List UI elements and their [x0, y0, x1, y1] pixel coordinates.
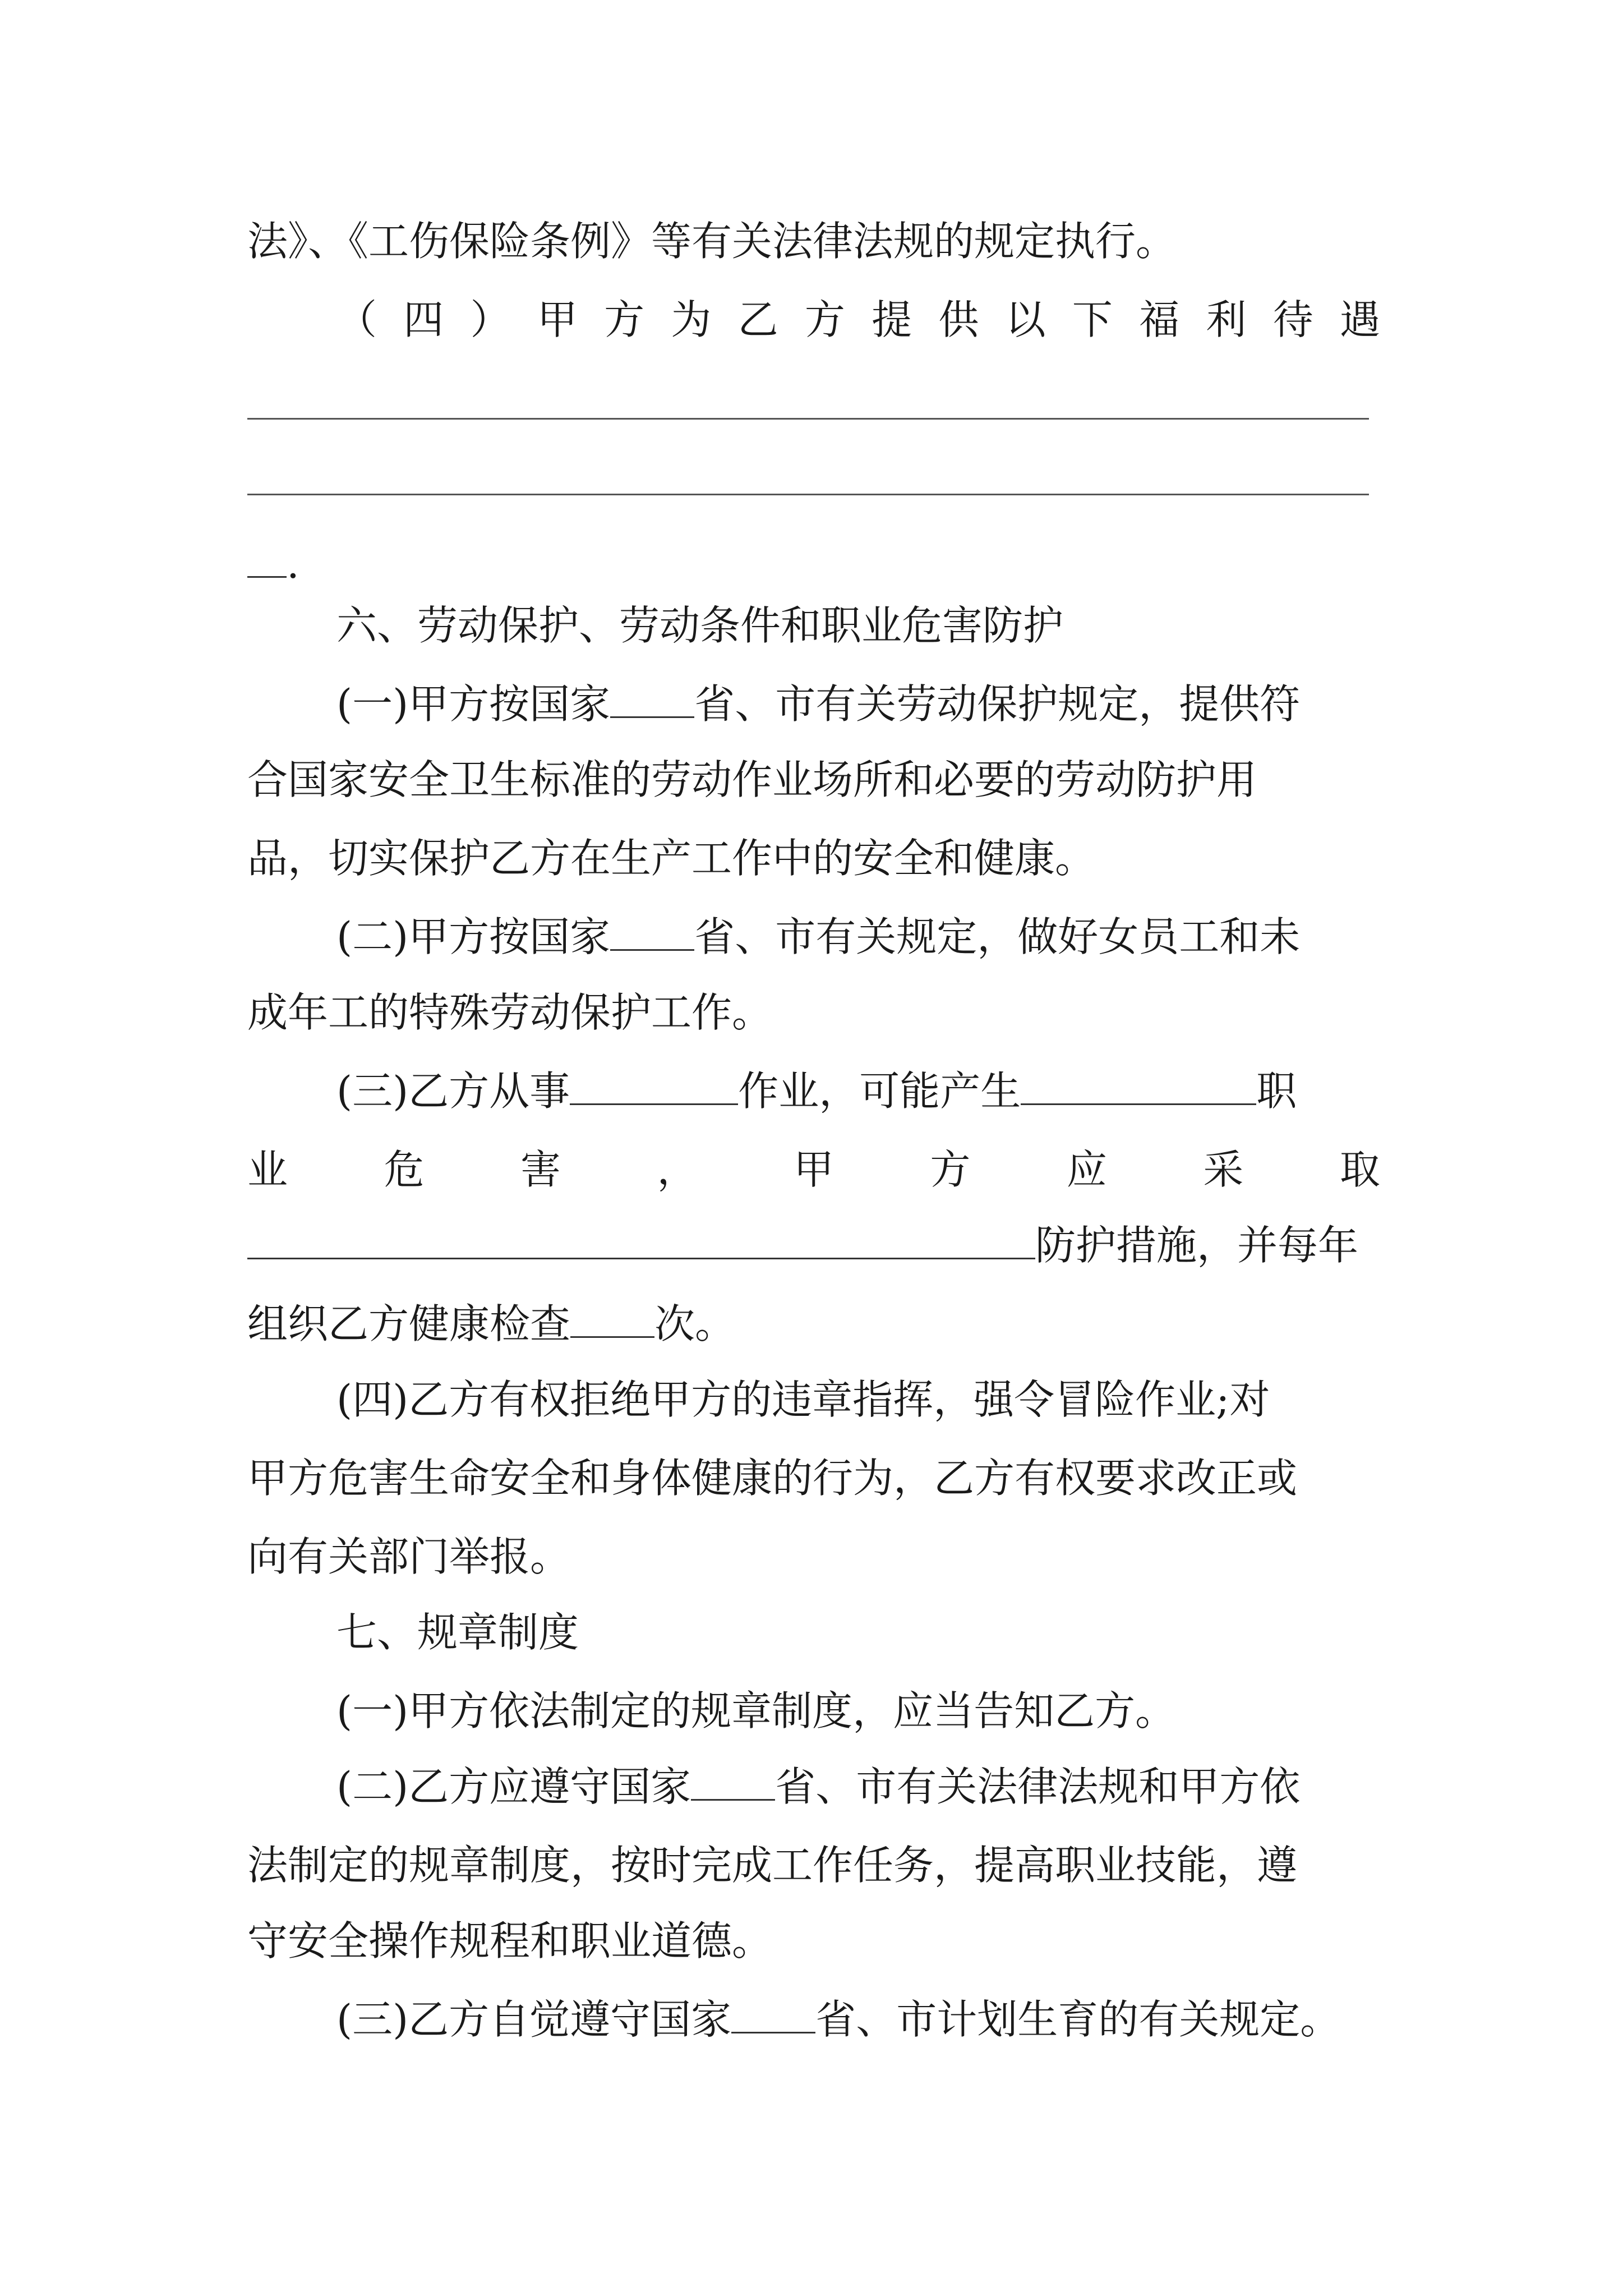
spread-char: （ — [336, 296, 377, 343]
paragraph-line — [247, 1523, 1380, 1590]
paragraph-line — [336, 1986, 1380, 2053]
spread-char: 为 — [671, 296, 712, 343]
paragraph-line — [336, 1057, 1380, 1125]
paragraph-line — [336, 1753, 1380, 1820]
text-segment: (三)乙方从事 — [336, 1068, 570, 1115]
spread-heading-line — [336, 286, 1380, 353]
text-segment: (一)甲方依法制定的规章制度，应当告知乙方。 — [336, 1687, 1176, 1734]
text-segment: 组织乙方健康检查 — [247, 1300, 571, 1347]
text-segment: 次。 — [654, 1300, 736, 1347]
paragraph-line — [247, 825, 1380, 892]
spread-char: ） — [470, 296, 511, 343]
text-segment: 合国家安全卫生标准的劳动作业场所和必要的劳动防护用 — [247, 756, 1257, 803]
spread-char: 待 — [1272, 296, 1313, 343]
paragraph-line — [247, 1907, 1380, 1975]
paragraph-line — [247, 746, 1380, 813]
fill-in-blank — [247, 542, 287, 578]
fill-in-blank — [570, 1303, 654, 1338]
spread-char: 遇 — [1339, 296, 1380, 343]
section-heading-text: 七、规章制度 — [336, 1609, 579, 1656]
fill-in-blank — [247, 1224, 1035, 1259]
text-segment: 向有关部门举报。 — [247, 1533, 571, 1580]
text-segment: (二)甲方按国家 — [336, 913, 611, 960]
spread-line — [247, 1136, 1380, 1203]
fill-in-blank — [610, 683, 694, 718]
spread-char: 方 — [804, 296, 845, 343]
paragraph-line — [247, 1212, 1380, 1279]
paragraph-line — [247, 979, 1380, 1046]
spread-char: 危 — [384, 1146, 425, 1193]
spread-char: 供 — [938, 296, 979, 343]
text-segment: 省、市有关劳动保护规定，提供符 — [694, 680, 1301, 728]
text-segment: 法》、《工伤保险条例》等有关法律法规的规定执行。 — [247, 218, 1177, 265]
spread-char: ， — [657, 1146, 698, 1193]
text-segment: 省、市有关法律法规和甲方依 — [775, 1763, 1301, 1810]
spread-char: 利 — [1206, 296, 1247, 343]
section-heading — [336, 1599, 1380, 1666]
paragraph-line — [247, 1444, 1380, 1512]
text-segment: 甲方危害生命安全和身体健康的行为，乙方有权要求改正或 — [247, 1455, 1298, 1502]
text-segment: 守安全操作规程和职业道德。 — [247, 1917, 773, 1964]
paragraph-line — [247, 530, 1380, 597]
section-heading — [336, 592, 1380, 659]
fill-in-blank — [1021, 1070, 1256, 1105]
text-segment: (二)乙方应遵守国家 — [336, 1763, 691, 1810]
spread-char: 乙 — [737, 296, 778, 343]
text-segment: 省、市有关规定，做好女员工和未 — [694, 913, 1301, 960]
spread-char: 甲 — [793, 1146, 834, 1193]
spread-char: 采 — [1203, 1146, 1244, 1193]
section-heading-text: 六、劳动保护、劳动条件和职业危害防护 — [336, 602, 1064, 649]
paragraph-line — [247, 1290, 1380, 1358]
spread-char: 应 — [1066, 1146, 1107, 1193]
fill-in-rule — [247, 418, 1369, 420]
fill-in-blank — [570, 1070, 738, 1105]
text-segment: (四)乙方有权拒绝甲方的违章指挥，强令冒险作业;对 — [336, 1376, 1270, 1423]
text-segment: 品，切实保护乙方在生产工作中的安全和健康。 — [247, 835, 1096, 882]
spread-char: 甲 — [537, 296, 578, 343]
spread-char: 下 — [1072, 296, 1113, 343]
spread-char: 四 — [403, 296, 444, 343]
fill-in-blank — [691, 1765, 775, 1801]
text-segment: 防护措施，并每年 — [1035, 1222, 1359, 1269]
text-segment: . — [287, 540, 299, 587]
spread-char: 以 — [1005, 296, 1046, 343]
text-segment: 作业，可能产生 — [738, 1068, 1021, 1115]
spread-char: 提 — [872, 296, 912, 343]
spread-char: 业 — [247, 1146, 288, 1193]
paragraph-line — [336, 903, 1380, 970]
fill-in-rule — [247, 494, 1369, 495]
paragraph-line — [247, 1832, 1380, 1899]
text-segment: 成年工的特殊劳动保护工作。 — [247, 989, 773, 1036]
text-segment: 职 — [1256, 1068, 1297, 1115]
paragraph-line — [247, 208, 1380, 275]
text-segment: (一)甲方按国家 — [336, 680, 611, 728]
spread-char: 方 — [604, 296, 645, 343]
text-segment: 省、市计划生育的有关规定。 — [815, 1996, 1341, 2043]
paragraph-line — [336, 1677, 1380, 1745]
paragraph-line — [336, 1366, 1380, 1433]
fill-in-blank — [731, 1998, 815, 2033]
spread-char: 方 — [930, 1146, 971, 1193]
text-segment: (三)乙方自觉遵守国家 — [336, 1996, 732, 2043]
spread-char: 福 — [1139, 296, 1180, 343]
spread-char: 取 — [1339, 1146, 1380, 1193]
paragraph-line — [336, 670, 1380, 738]
fill-in-blank — [610, 915, 694, 951]
text-segment: 法制定的规章制度，按时完成工作任务，提高职业技能，遵 — [247, 1842, 1298, 1889]
spread-char: 害 — [520, 1146, 561, 1193]
